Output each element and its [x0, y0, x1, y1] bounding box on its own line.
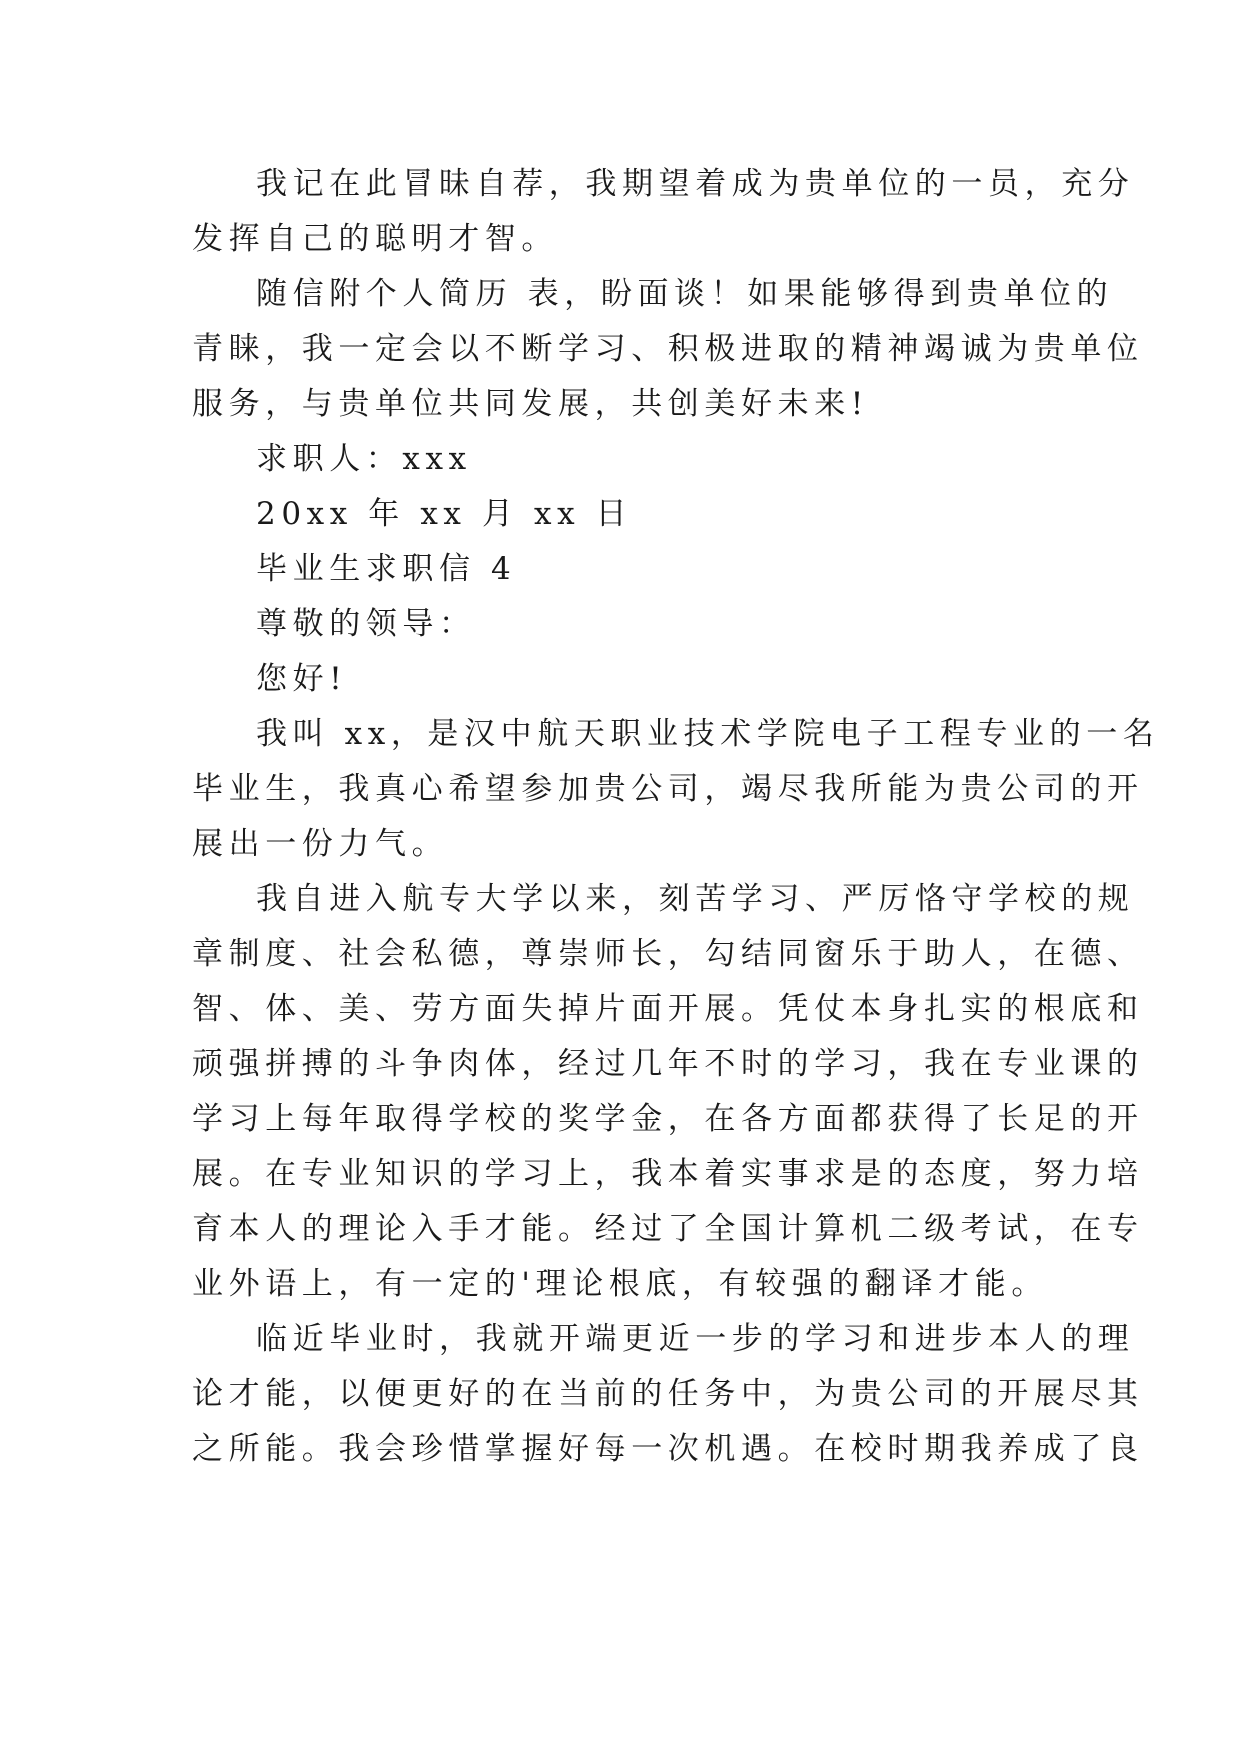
text-line: 业外语上，有一定的'理论根底，有较强的翻译才能。 [192, 1266, 1048, 1302]
text-line: 学习上每年取得学校的奖学金，在各方面都获得了长足的开 [192, 1101, 1144, 1137]
text-line: 临近毕业时，我就开端更近一步的学习和进步本人的理 [256, 1321, 1135, 1357]
text-line: 服务，与贵单位共同发展，共创美好未来! [192, 386, 869, 422]
text-line: 发挥自己的聪明才智。 [192, 221, 558, 257]
salutation: 尊敬的领导： [256, 606, 476, 642]
signature-name: 求职人：xxx [256, 441, 472, 477]
signature-date: 20xx 年 xx 月 xx 日 [256, 496, 633, 532]
section-title: 毕业生求职信 4 [256, 551, 517, 587]
text-line: 随信附个人简历 表，盼面谈！如果能够得到贵单位的 [256, 276, 1114, 312]
text-line: 顽强拼搏的斗争肉体，经过几年不时的学习，我在专业课的 [192, 1046, 1144, 1082]
text-line: 青睐，我一定会以不断学习、积极进取的精神竭诚为贵单位 [192, 331, 1144, 367]
text-line: 育本人的理论入手才能。经过了全国计算机二级考试，在专 [192, 1211, 1144, 1247]
text-line: 我叫 xx，是汉中航天职业技术学院电子工程专业的一名 [256, 716, 1160, 752]
text-line: 我记在此冒昧自荐，我期望着成为贵单位的一员，充分 [256, 166, 1135, 202]
text-line: 我自进入航专大学以来，刻苦学习、严厉恪守学校的规 [256, 881, 1135, 917]
text-line: 展出一份力气。 [192, 826, 449, 862]
greeting: 您好! [256, 661, 348, 697]
text-line: 毕业生，我真心希望参加贵公司，竭尽我所能为贵公司的开 [192, 771, 1144, 807]
text-line: 论才能，以便更好的在当前的任务中，为贵公司的开展尽其 [192, 1376, 1144, 1412]
text-line: 展。在专业知识的学习上，我本着实事求是的态度，努力培 [192, 1156, 1144, 1192]
text-line: 智、体、美、劳方面失掉片面开展。凭仗本身扎实的根底和 [192, 991, 1144, 1027]
text-line: 章制度、社会私德，尊崇师长，勾结同窗乐于助人，在德、 [192, 936, 1144, 972]
text-line: 之所能。我会珍惜掌握好每一次机遇。在校时期我养成了良 [192, 1431, 1144, 1467]
